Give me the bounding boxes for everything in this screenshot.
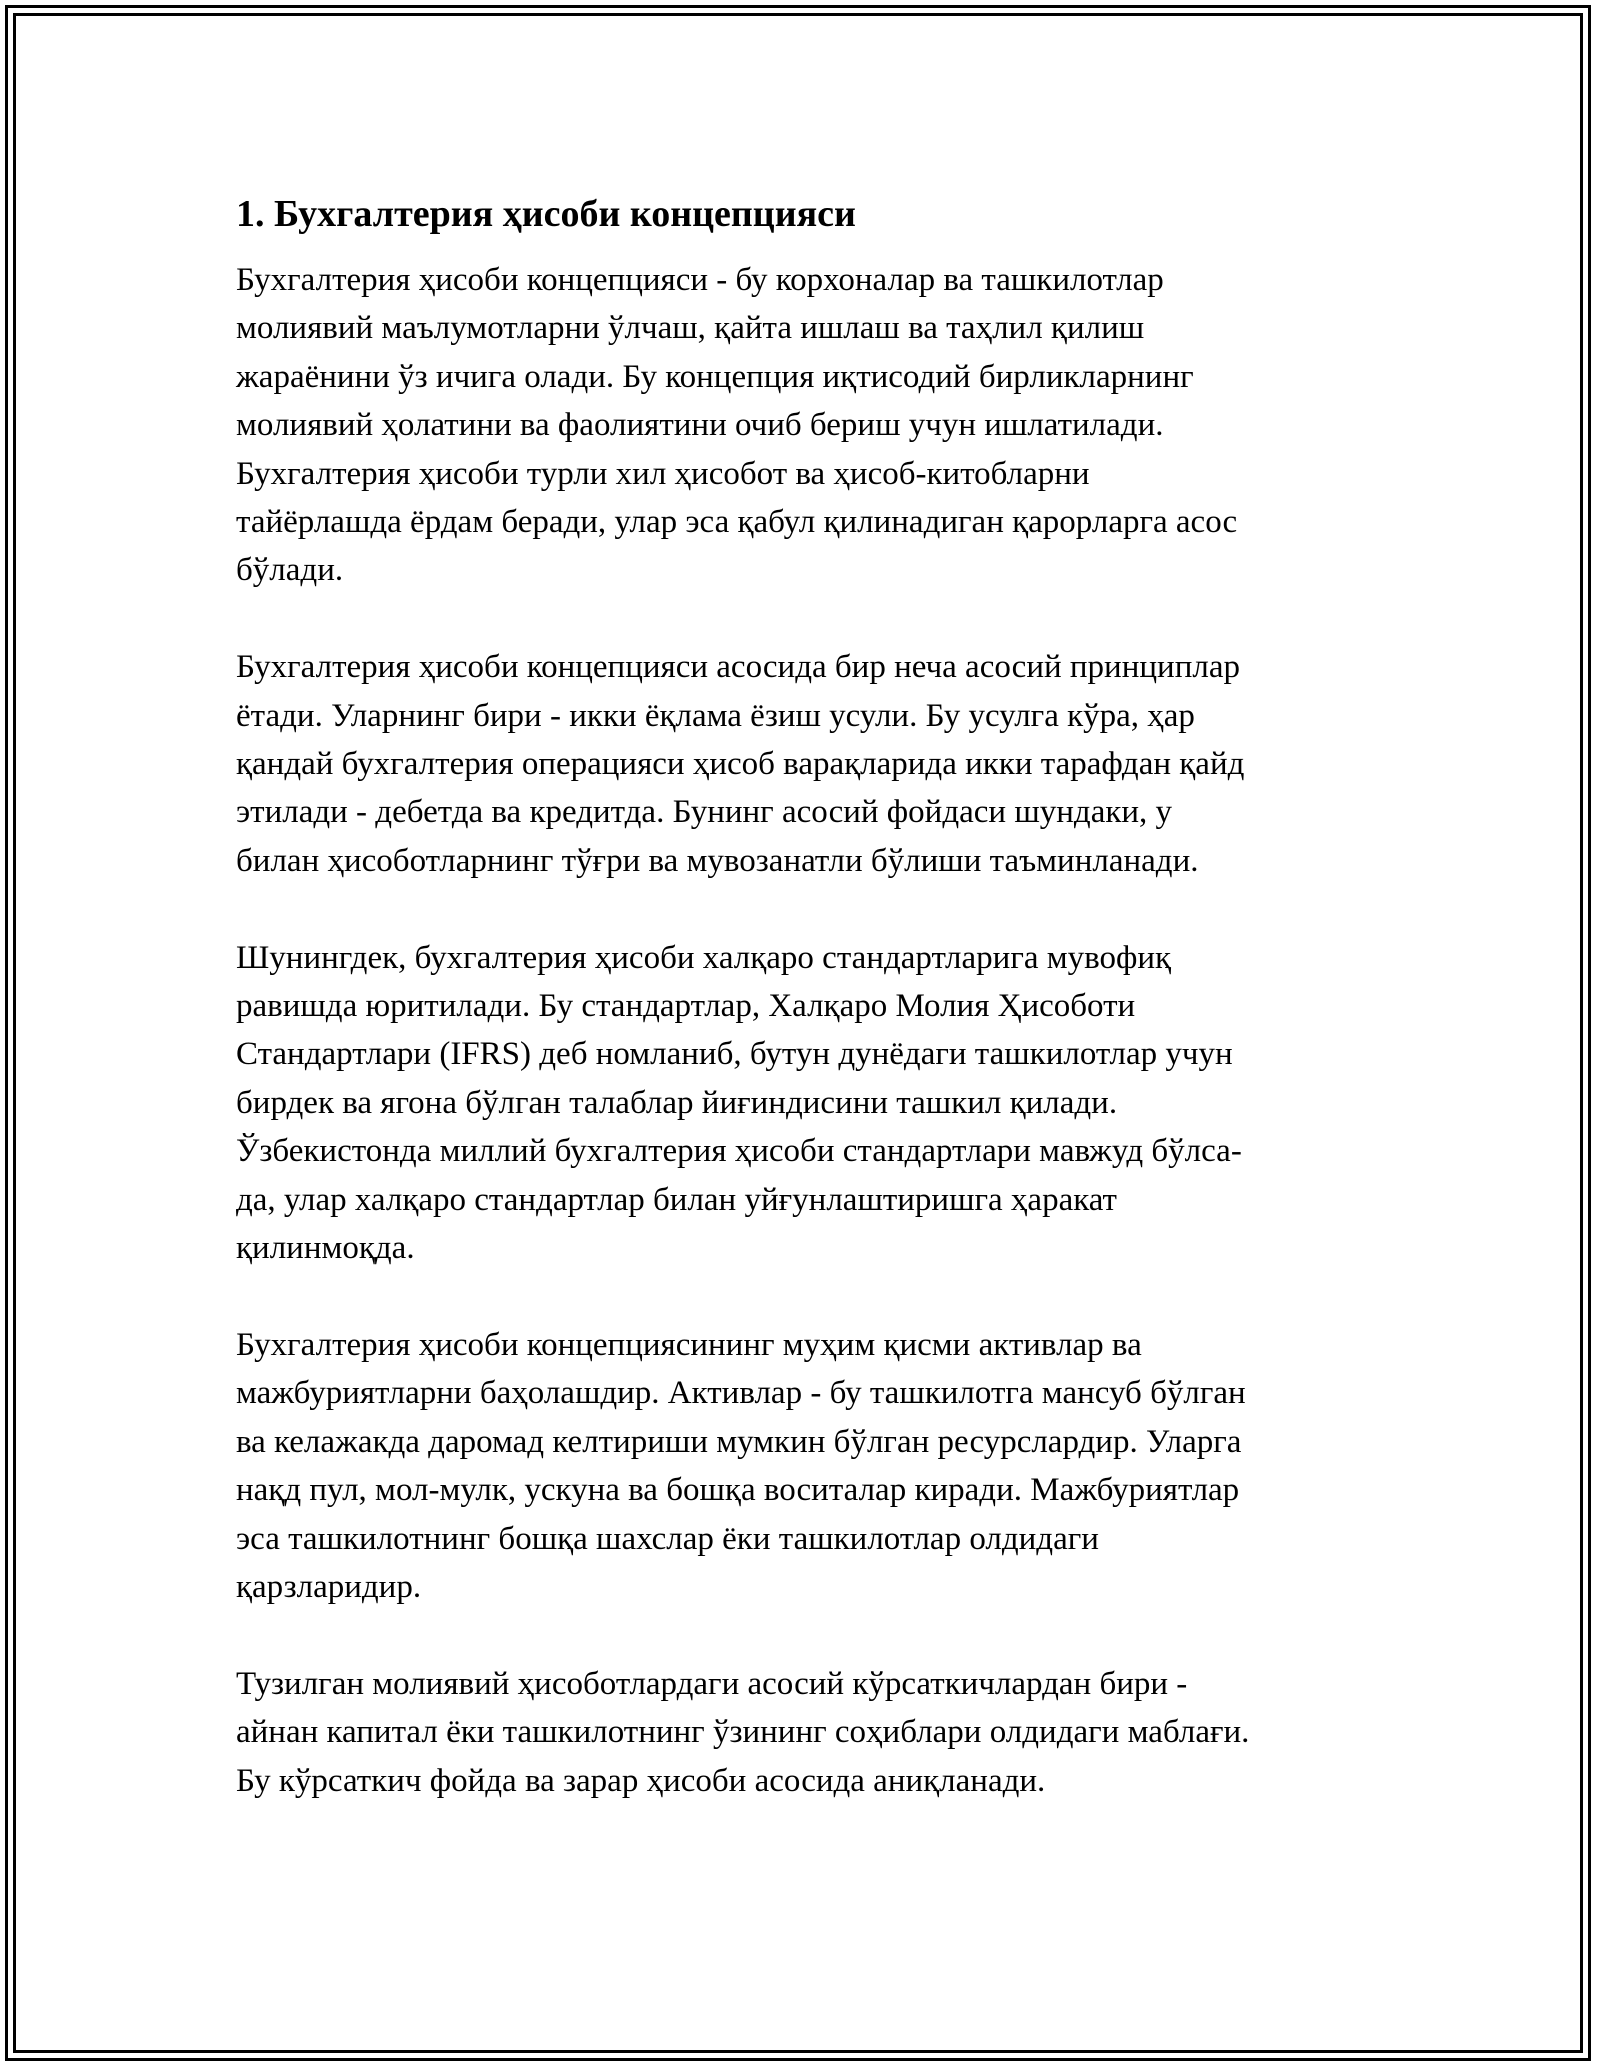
paragraph-line: эса ташкилотнинг бошқа шахслар ёки ташкилотлар олдидаги: [236, 1520, 1099, 1557]
document-body: [236, 186, 1376, 1805]
paragraph-standards: [236, 934, 1376, 1273]
paragraph-line: бирдек ва ягона бўлган талаблар йиғиндисини ташкил қилади.: [236, 1084, 1118, 1121]
paragraph-line: нақд пул, мол-мулк, ускуна ва бошқа воситалар киради. Мажбуриятлар: [236, 1472, 1240, 1509]
paragraph-line: бўлади.: [236, 552, 344, 589]
paragraph-line: қандай бухгалтерия операцияси ҳисоб варақларида икки тарафдан қайд: [236, 746, 1245, 783]
paragraph-line: Бухгалтерия ҳисоби концепцияси - бу корхоналар ва ташкилотлар: [236, 262, 1164, 298]
paragraph-line: мажбуриятларни баҳолашдир. Активлар - бу ташкилотга мансуб бўлган: [236, 1375, 1246, 1412]
paragraph-line: ётади. Уларнинг бири - икки ёқлама ёзиш усули. Бу усулга кўра, ҳар: [236, 697, 1195, 734]
paragraph-line: Ўзбекистонда миллий бухгалтерия ҳисоби стандартлари мавжуд бўлса-: [236, 1133, 1242, 1170]
section-heading: 1. Бухгалтерия ҳисоби концепцияси: [236, 193, 856, 235]
paragraph-line: қилинмоқда.: [236, 1230, 415, 1267]
paragraph-line: молиявий маълумотларни ўлчаш, қайта ишлаш ва таҳлил қилиш: [236, 310, 1145, 347]
paragraph-line: тайёрлашда ёрдам беради, улар эса қабул қилинадиган қарорларга асос: [236, 504, 1238, 541]
paragraph-line: этилади - дебетда ва кредитда. Бунинг асосий фойдаси шундаки, у: [236, 794, 1173, 831]
paragraph-concept: [236, 256, 1376, 595]
paragraph-line: да, улар халқаро стандартлар билан уйғунлаштиришга ҳаракат: [236, 1181, 1117, 1218]
paragraph-line: Бу кўрсаткич фойда ва зарар ҳисоби асосида аниқланади.: [236, 1762, 1046, 1799]
paragraph-line: қарзларидир.: [236, 1568, 422, 1605]
paragraph-line: билан ҳисоботларнинг тўғри ва мувозанатли бўлиши таъминланади.: [236, 842, 1199, 879]
paragraph-line: Бухгалтерия ҳисоби концепциясининг муҳим қисми активлар ва: [236, 1326, 1142, 1363]
paragraph-line: ва келажакда даромад келтириши мумкин бўлган ресурслардир. Уларга: [236, 1423, 1242, 1460]
paragraph-line: молиявий ҳолатини ва фаолиятини очиб бериш учун ишлатилади.: [236, 407, 1164, 444]
paragraph-line: жараёнини ўз ичига олади. Бу концепция иқтисодий бирликларнинг: [236, 358, 1194, 395]
paragraph-line: Бухгалтерия ҳисоби турли хил ҳисобот ва ҳисоб-китобларни: [236, 455, 1090, 492]
paragraph-line: Стандартлари (IFRS) деб номланиб, бутун дунёдаги ташкилотлар учун: [236, 1036, 1233, 1073]
paragraph-principles: [236, 643, 1376, 885]
paragraph-assets-liabilities: [236, 1321, 1376, 1611]
paragraph-line: Шунингдек, бухгалтерия ҳисоби халқаро стандартларига мувофиқ: [236, 939, 1172, 976]
paragraph-line: Бухгалтерия ҳисоби концепцияси асосида бир неча асосий принциплар: [236, 649, 1240, 686]
paragraph-line: айнан капитал ёки ташкилотнинг ўзининг соҳиблари олдидаги маблағи.: [236, 1714, 1250, 1751]
paragraph-line: равишда юритилади. Бу стандартлар, Халқаро Молия Ҳисоботи: [236, 988, 1136, 1025]
paragraph-capital: [236, 1660, 1376, 1805]
paragraph-line: Тузилган молиявий ҳисоботлардаги асосий кўрсаткичлардан бири -: [236, 1665, 1188, 1702]
